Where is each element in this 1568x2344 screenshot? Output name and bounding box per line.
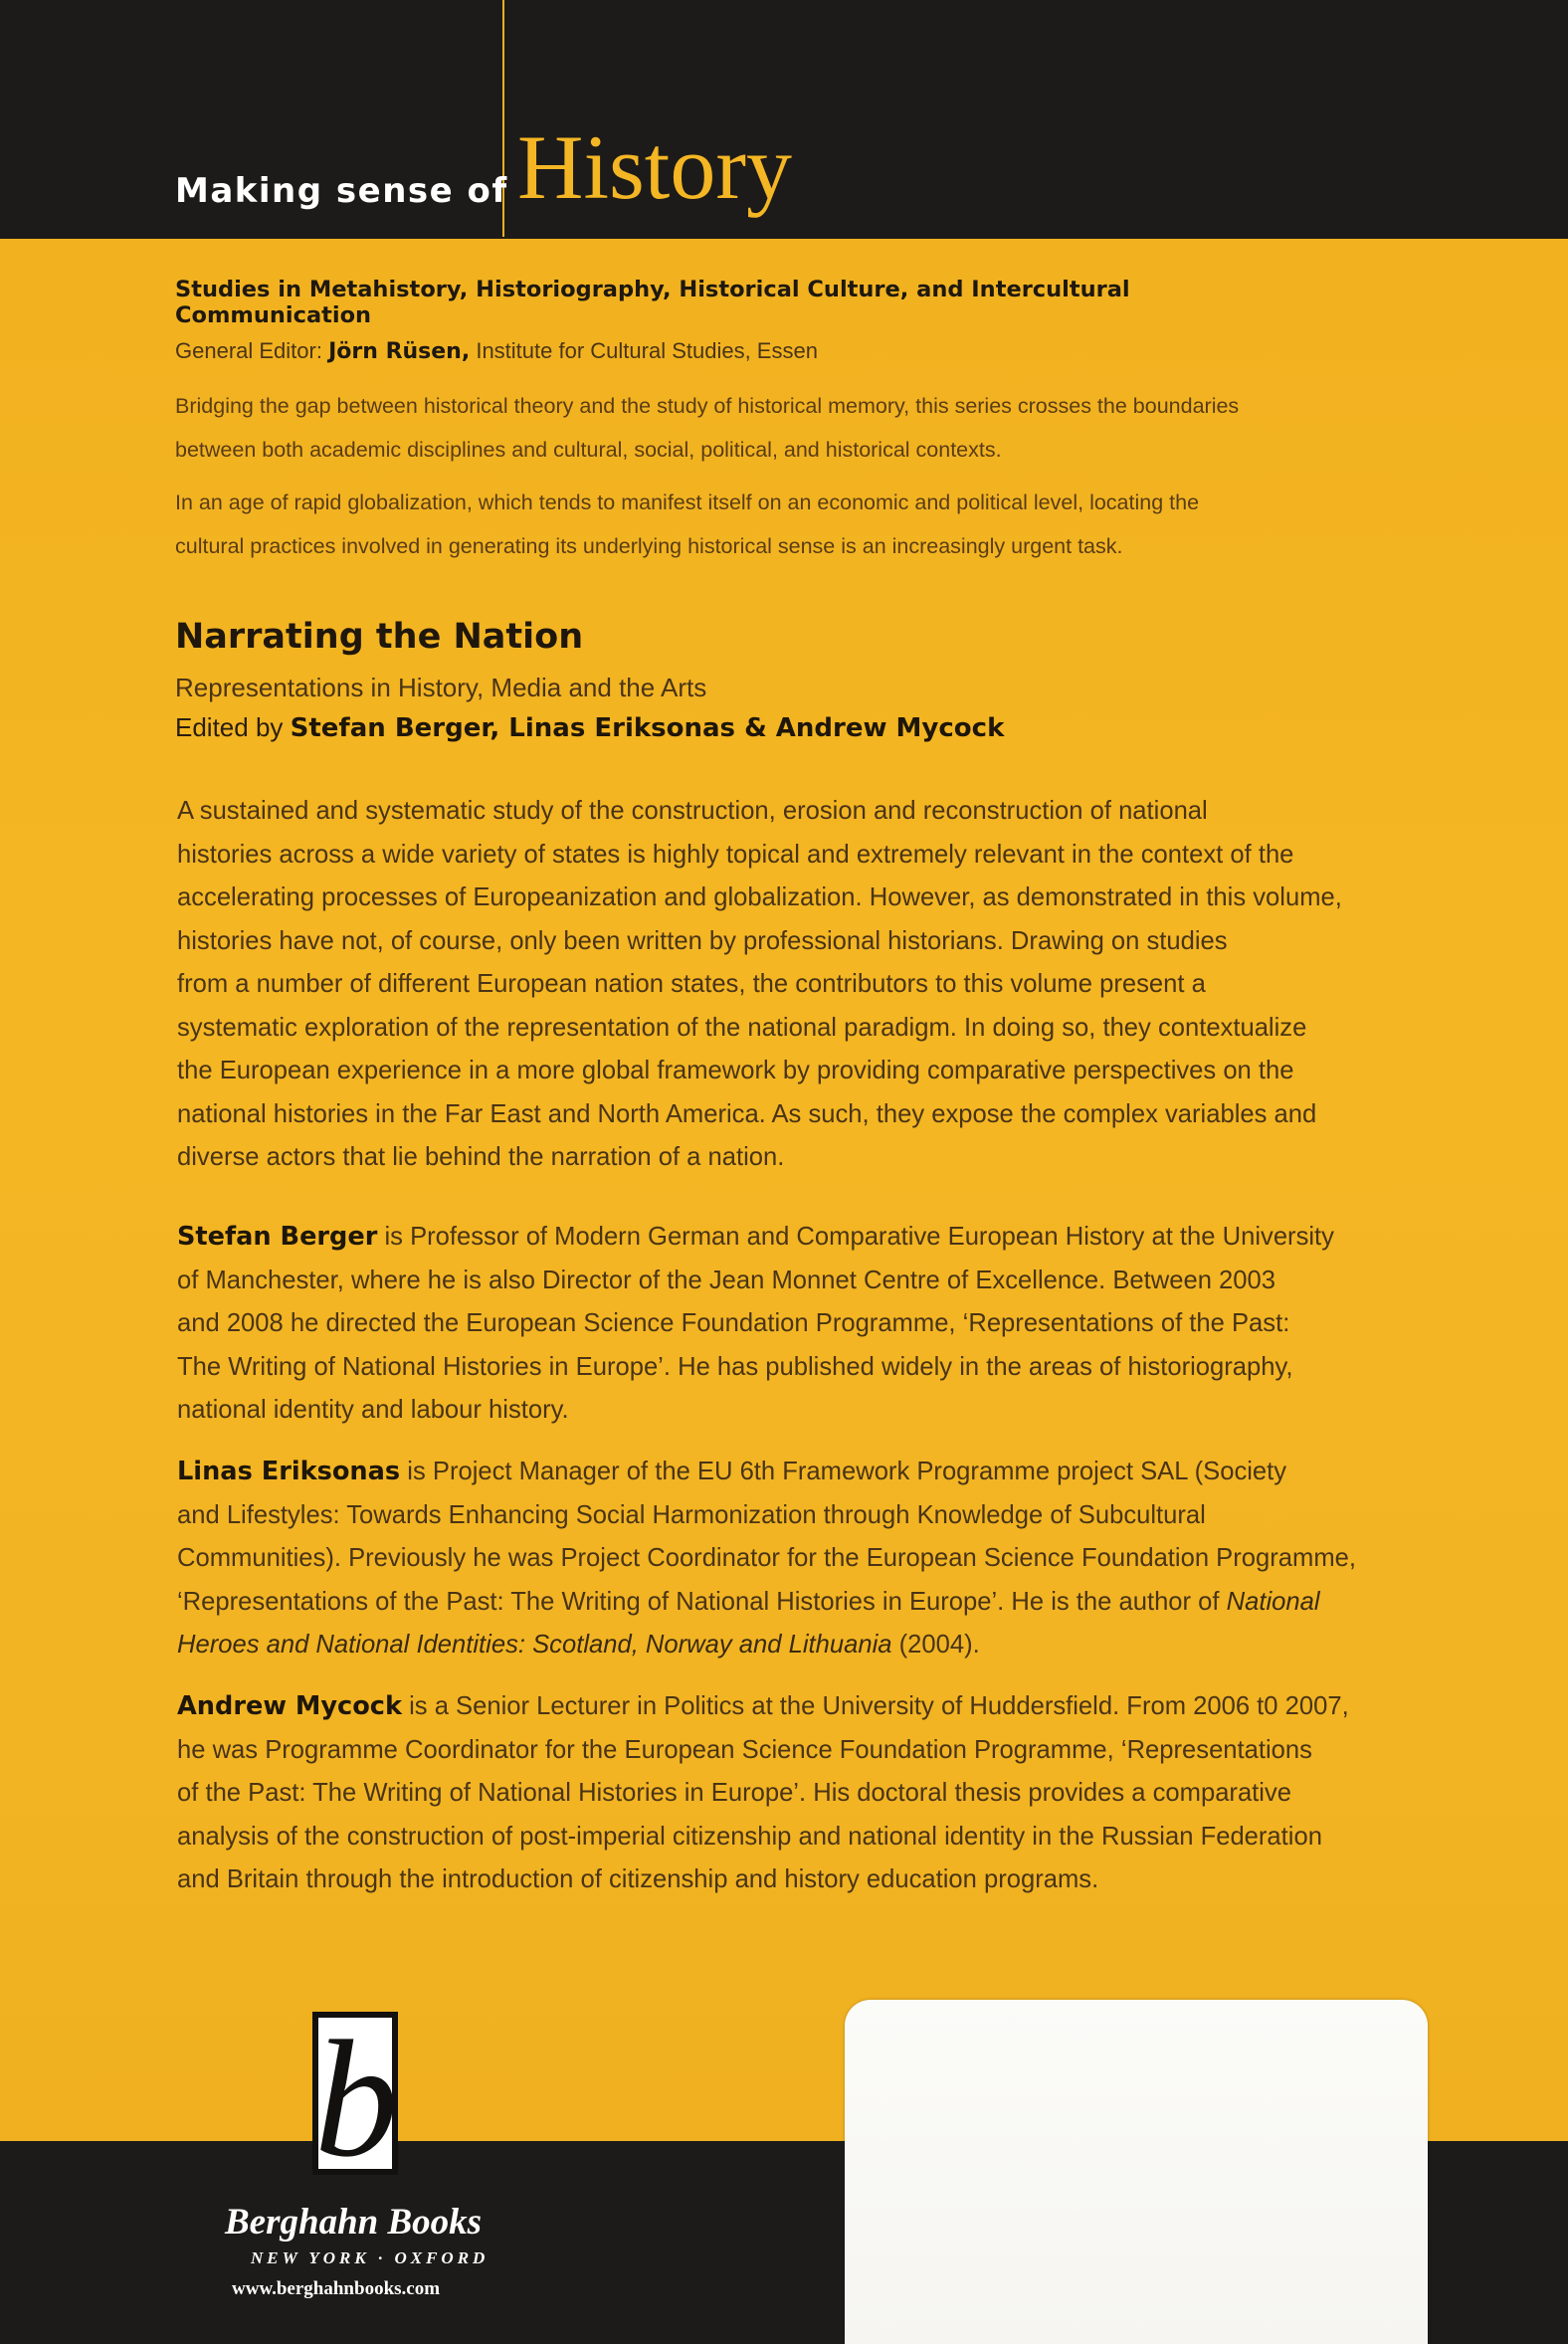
bio-text: is a Senior Lecturer in Politics at the University of Huddersfield. From 2006 t0 2007, [401,1692,1349,1720]
series-title: History [517,116,792,218]
text-line: from a number of different European nation states, the contributors to this volume present a [177,970,1206,998]
text-line: analysis of the construction of post-imperial citizenship and national identity in the Russian Federation [177,1822,1322,1851]
bio-text: ‘Representations of the Past: The Writing of National Histories in Europe’. He is the author of [177,1587,1227,1616]
editor-names: Stefan Berger, Linas Eriksonas & Andrew Mycock [290,713,1005,743]
text-line: Communities). Previously he was Project Coordinator for the European Science Foundation Programme, [177,1544,1356,1572]
publisher-logo-icon [314,2007,398,2192]
general-editor [175,338,1329,364]
series-description-1 [175,384,1369,472]
bio-text: is Project Manager of the EU 6th Framework Programme project SAL (Society [400,1458,1287,1485]
text-line: histories have not, of course, only been written by professional historians. Drawing on studies [177,926,1228,955]
text-line: of Manchester, where he is also Director of the Jean Monnet Centre of Excellence. Between 2003 [177,1266,1275,1294]
text-line: between both academic disciplines and cultural, social, political, and historical contexts. [175,438,1002,462]
general-editor-label: General Editor: [175,338,322,363]
text-line: Bridging the gap between historical theory and the study of historical memory, this series crosses the boundaries [175,394,1240,418]
bio-name: Linas Eriksonas [177,1457,401,1486]
general-editor-name: Jörn Rüsen, [328,339,471,364]
text-line [177,1685,1411,1729]
text-line: cultural practices involved in generating its underlying historical sense is an increasingly urgent task. [175,534,1123,558]
series-subtitle: Studies in Metahistory, Historiography, Historical Culture, and Intercultural Communication [175,277,1130,328]
text-line [177,1581,1411,1625]
book-reference: Heroes and National Identities: Scotland, Norway and Lithuania [177,1631,892,1659]
logo-letter-b-icon [314,2007,398,2192]
publisher-name: Berghahn Books [225,2202,483,2243]
bio-text: (2004). [891,1631,980,1659]
series-prefix: Making sense of [175,171,508,211]
text-line [177,1216,1411,1260]
text-line: and 2008 he directed the European Science Foundation Programme, ‘Representations of the Past: [177,1309,1290,1337]
book-title: Narrating the Nation [175,617,584,657]
bio-text: is Professor of Modern German and Comparative European History at the University [377,1223,1334,1251]
text-line: national histories in the Far East and North America. As such, they expose the complex variables and [177,1099,1317,1128]
text-line: accelerating processes of Europeanization and globalization. However, as demonstrated in this volume, [177,883,1342,911]
bio-stefan-berger [177,1216,1411,1433]
text-line: he was Programme Coordinator for the European Science Foundation Programme, ‘Representations [177,1735,1312,1764]
text-line: systematic exploration of the representation of the national paradigm. In doing so, they contextualize [177,1013,1307,1042]
bio-name: Andrew Mycock [177,1691,402,1721]
book-editors [175,712,1004,743]
text-line: and Britain through the introduction of citizenship and history education programs. [177,1865,1099,1893]
text-line: national identity and labour history. [177,1396,569,1424]
text-line [177,1624,1411,1667]
edited-by-label: Edited by [175,712,284,742]
text-line: diverse actors that lie behind the narration of a nation. [177,1143,785,1171]
text-line: The Writing of National Histories in Europe’. He has published widely in the areas of historiography, [177,1352,1293,1381]
book-reference: National [1226,1587,1320,1616]
price-sticker [845,2000,1428,2344]
publisher-url: www.berghahnbooks.com [232,2278,441,2299]
text-line: In an age of rapid globalization, which tends to manifest itself on an economic and political level, locating the [175,490,1200,514]
book-description [177,790,1411,1180]
text-line: and Lifestyles: Towards Enhancing Social Harmonization through Knowledge of Subcultural [177,1500,1206,1529]
text-line: the European experience in a more global framework by providing comparative perspectives on the [177,1057,1294,1084]
bio-name: Stefan Berger [177,1222,378,1252]
bio-linas-eriksonas [177,1451,1411,1667]
bio-andrew-mycock [177,1685,1411,1902]
publisher-cities: NEW YORK · OXFORD [251,2248,490,2267]
text-line: of the Past: The Writing of National Histories in Europe’. His doctoral thesis provides a comparative [177,1779,1292,1807]
text-line [177,1451,1411,1494]
text-line: histories across a wide variety of states is highly topical and extremely relevant in the context of the [177,840,1294,869]
logo-letter: b [314,2007,398,2192]
text-line: A sustained and systematic study of the construction, erosion and reconstruction of national [177,797,1208,825]
series-description-2 [175,481,1369,568]
general-editor-affiliation: Institute for Cultural Studies, Essen [476,338,818,363]
book-subtitle: Representations in History, Media and the Arts [175,673,707,702]
